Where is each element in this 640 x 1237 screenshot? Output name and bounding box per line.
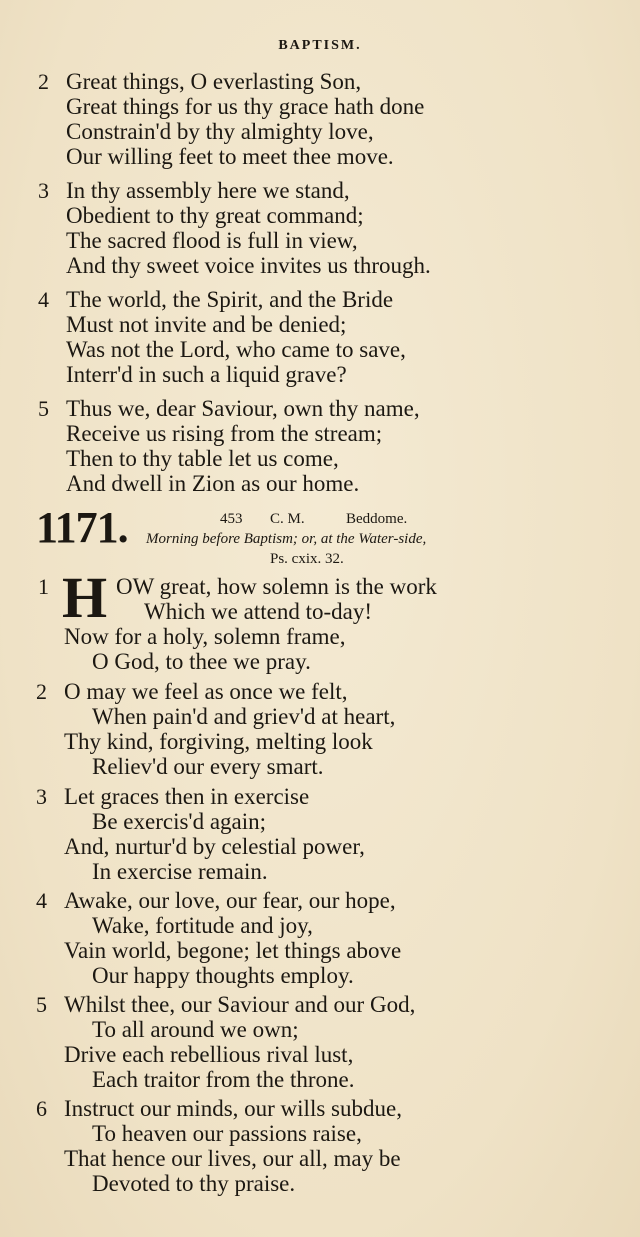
verse-number: 4 <box>36 888 47 913</box>
verse-line: Wake, fortitude and joy, <box>92 913 313 938</box>
verse-number: 6 <box>36 1096 47 1121</box>
verse-line: Then to thy table let us come, <box>66 446 339 471</box>
verse-line: O may we feel as once we felt, <box>64 679 348 704</box>
verse-line: Obedient to thy great command; <box>66 203 364 228</box>
verse-number: 1 <box>38 574 49 599</box>
verse-number: 4 <box>38 287 49 312</box>
verse-line: Great things for us thy grace hath done <box>66 94 425 119</box>
verse-line: Must not invite and be denied; <box>66 312 347 337</box>
verse-line: OW great, how solemn is the work <box>116 574 437 599</box>
drop-cap: H <box>62 565 108 630</box>
verse-line: Receive us rising from the stream; <box>66 421 383 446</box>
verse-line: The sacred flood is full in view, <box>66 228 358 253</box>
hymn-subtitle: Morning before Baptism; or, at the Water-side, <box>146 531 427 547</box>
hymn-meter: C. M. <box>270 511 305 527</box>
verse-number: 3 <box>36 784 47 809</box>
verse-line: Our happy thoughts employ. <box>92 963 354 988</box>
verse-line: Instruct our minds, our wills subdue, <box>64 1096 402 1121</box>
verse-line: In exercise remain. <box>92 859 268 884</box>
verse-number: 5 <box>38 396 49 421</box>
verse-line: The world, the Spirit, and the Bride <box>66 287 394 312</box>
verse-line: Whilst thee, our Saviour and our God, <box>64 992 416 1017</box>
verse-number: 5 <box>36 992 47 1017</box>
verse-line: Constrain'd by thy almighty love, <box>66 119 374 144</box>
verse-line: And dwell in Zion as our home. <box>66 471 360 496</box>
verse-line: Let graces then in exercise <box>64 784 310 809</box>
verse-number: 2 <box>36 679 47 704</box>
verse-line: When pain'd and griev'd at heart, <box>92 704 396 729</box>
verse-line: Great things, O everlasting Son, <box>66 69 362 94</box>
scripture-reference: Ps. cxix. 32. <box>270 551 344 567</box>
hymn-author: Beddome. <box>346 511 408 527</box>
verse-line: Our willing feet to meet thee move. <box>66 144 394 169</box>
verse-line: Was not the Lord, who came to save, <box>66 337 406 362</box>
verse-line: Awake, our love, our fear, our hope, <box>64 888 396 913</box>
verse-line: To heaven our passions raise, <box>92 1121 362 1146</box>
verse-line: Be exercis'd again; <box>92 809 267 834</box>
verse-line: That hence our lives, our all, may be <box>64 1146 401 1171</box>
verse-line: O God, to thee we pray. <box>92 649 311 674</box>
verse-line: Vain world, begone; let things above <box>64 938 402 963</box>
verse-line: Each traitor from the throne. <box>92 1067 355 1092</box>
verse-line: Drive each rebellious rival lust, <box>64 1042 354 1067</box>
verse-line: Thus we, dear Saviour, own thy name, <box>66 396 420 421</box>
verse-line: Now for a holy, solemn frame, <box>64 624 346 649</box>
verse-line: In thy assembly here we stand, <box>66 178 350 203</box>
page-header: BAPTISM. <box>278 38 362 53</box>
verse-line: To all around we own; <box>92 1017 299 1042</box>
verse-line: Devoted to thy praise. <box>92 1171 296 1196</box>
page-reference: 453 <box>220 511 243 527</box>
verse-number: 3 <box>38 178 49 203</box>
verse-line: Which we attend to-day! <box>144 599 372 624</box>
verse-line: And, nurtur'd by celestial power, <box>64 834 365 859</box>
verse-line: And thy sweet voice invites us through. <box>66 253 431 278</box>
verse-line: Reliev'd our every smart. <box>92 754 324 779</box>
hymn-number: 1171. <box>36 503 128 552</box>
verse-line: Thy kind, forgiving, melting look <box>64 729 373 754</box>
verse-line: Interr'd in such a liquid grave? <box>66 362 347 387</box>
verse-number: 2 <box>38 69 49 94</box>
